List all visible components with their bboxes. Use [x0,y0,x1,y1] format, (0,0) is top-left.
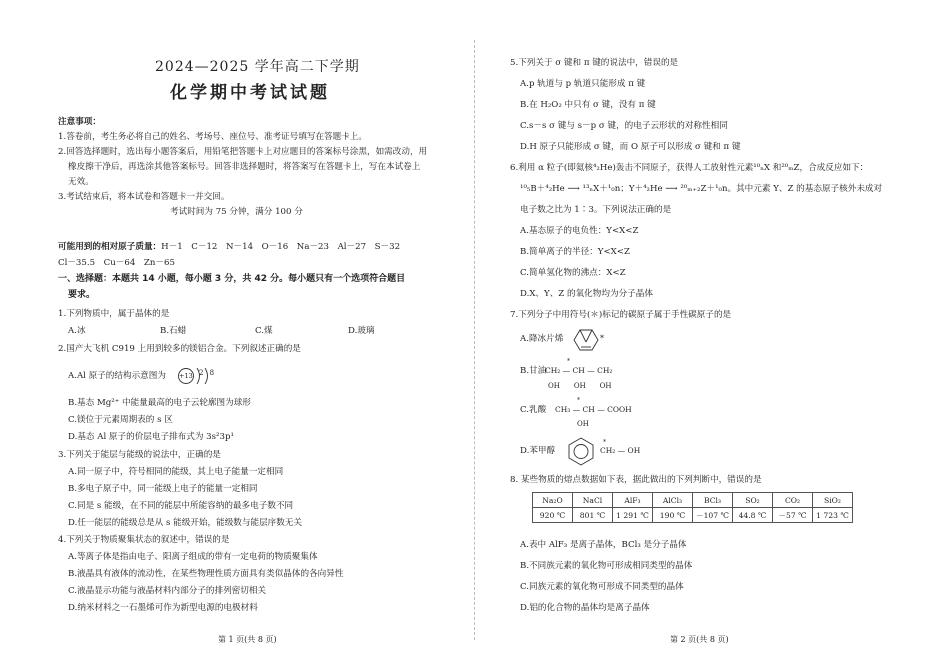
melting-point-table [532,492,853,523]
table-header-cell: NaCl [573,493,613,508]
table-header-cell: AlCl₃ [653,493,693,508]
q7-stem: 7.下列分子中用符号(＊)标记的碳原子属于手性碳原子的是 [510,310,732,320]
table-header-cell: AlF₃ [613,493,653,508]
q8-option-c: C.同族元素的氧化物可形成不同类型的晶体 [520,582,684,592]
q6-option-b: B.简单离子的半径：Y<X<Z [520,247,630,257]
lactic-acid-oh: OH [577,420,589,428]
q7-option-a: A.降冰片烯 [520,334,564,344]
q7-a-star: * [600,334,604,343]
q1-option-a: A.冰 [68,326,86,336]
q6-line-2: ¹⁰₅B＋⁴₂He ⟶ ¹³ₙX＋¹₀n；Y＋⁴₂He ⟶ ²⁰ₘ₊₂Z＋¹₀n。其中元素 Y、Z 的基态原子核外未成对 [520,184,883,194]
q6-option-a: A.基态原子的电负性：Y<X<Z [520,226,639,236]
q7-c-star: * [577,397,580,404]
lactic-acid-formula: CH₃ — CH — COOH [555,405,632,414]
q3-option-b: B.多电子原子中，同一能级上电子的能量一定相同 [68,484,258,494]
atomic-masses-1: H－1 C－12 N－14 O－16 Na－23 Al－27 S－32 [161,242,401,252]
q1-stem: 1.下列物质中，属于晶体的是 [58,309,170,319]
table-cell: 1 291 ℃ [613,508,653,523]
table-cell: 801 ℃ [573,508,613,523]
q1-option-b: B.石蜡 [160,326,187,336]
page-1-footer: 第 1 页(共 8 页) [218,635,277,644]
q2-option-c: C.镁位于元素周期表的 s 区 [68,415,173,425]
atomic-heading: 可能用到的相对原子质量： [58,242,162,252]
atomic-masses-line-1 [58,242,400,253]
q3-option-d: D.任一能层的能级总是从 s 能级开始，能级数与能层序数无关 [68,518,303,528]
glycerol-formula: CH₂ — CH — CH₂ [545,366,613,375]
q5-option-d: D.H 原子只能形成 σ 键，而 O 原子可以形成 σ 键和 π 键 [520,142,741,152]
table-header-cell: Na₂O [533,493,573,508]
table-cell: 190 ℃ [653,508,693,523]
notice-heading: 注意事项： [58,117,101,127]
table-cell: 920 ℃ [533,508,573,523]
exam-title: 化学期中考试试题 [170,83,330,103]
q7-b-star: * [567,358,570,365]
q8-option-a: A.表中 AlF₃ 是离子晶体，BCl₃ 是分子晶体 [520,540,687,550]
notice-line-3: 橡皮擦干净后，再选涂其他答案标号。回答非选择题时，将答案写在答题卡上，写在本试卷上 [68,162,421,172]
q8-option-d: D.铝的化合物的晶体均是离子晶体 [520,603,650,613]
notice-line-4: 无效。 [68,177,94,187]
exam-page-2 [475,0,950,672]
section-heading-1: 一、选择题：本题共 14 小题，每小题 3 分，共 42 分。每小题只有一个选项符合题目 [58,274,406,284]
table-cell: 44.8 ℃ [733,508,773,523]
q3-stem: 3.下列关于能层与能级的说法中，正确的是 [58,450,221,460]
q6-option-c: C.简单氢化物的沸点：X<Z [520,268,626,278]
q6-line-3: 电子数之比为 1∶3。下列说法正确的是 [520,205,672,215]
q1-option-d: D.玻璃 [348,326,375,336]
q2-option-b: B.基态 Mg²⁺ 中能量最高的电子云轮廓图为球形 [68,398,251,408]
q3-option-a: A.同一原子中，符号相同的能级，其上电子能量一定相同 [68,467,284,477]
q7-option-b: B.甘油 [520,366,547,376]
page-2-footer: 第 2 页(共 8 页) [670,635,729,644]
table-cell: －107 ℃ [693,508,733,523]
benzyl-alcohol-formula: CH₂ — OH [600,446,641,455]
notice-line-1: 1.答卷前，考生务必将自己的姓名、考场号、座位号、准考证号填写在答题卡上。 [58,132,367,142]
notice-line-2: 2.回答选择题时，选出每小题答案后，用铅笔把答题卡上对应题目的答案标号涂黑，如需改动，用 [58,147,428,157]
al-shell-electrons: 2 8 [199,369,217,377]
q4-stem: 4.下列关于物质聚集状态的叙述中，错误的是 [58,535,230,545]
q7-option-d: D.苯甲醇 [520,446,556,456]
table-cell: 1 723 ℃ [813,508,853,523]
table-header-cell: CO₂ [773,493,813,508]
glycerol-oh-groups: OH OH OH [548,382,612,390]
q8-option-b: B.不同族元素的氧化物可形成相同类型的晶体 [520,561,693,571]
benzene-ring [565,436,597,466]
q3-option-c: C.同是 s 能级，在不同的能层中所能容纳的最多电子数不同 [68,501,294,511]
q8-stem: 8. 某些物质的熔点数据如下表，据此做出的下列判断中，错误的是 [510,475,762,485]
q2-stem: 2.国产大飞机 C919 上用到较多的镁铝合金。下列叙述正确的是 [58,344,301,354]
q7-d-star: * [603,439,606,446]
q7-option-c: C.乳酸 [520,405,547,415]
q4-option-d: D.纳米材料之一石墨烯可作为新型电源的电极材料 [68,603,258,613]
atomic-masses-2: Cl－35.5 Cu－64 Zn－65 [58,258,175,268]
q4-option-b: B.液晶具有液体的流动性，在某些物理性质方面具有类似晶体的各向异性 [68,569,344,579]
table-cell: －57 ℃ [773,508,813,523]
al-nucleus-label: +13 [179,372,193,380]
q4-option-a: A.等离子体是指由电子、阳离子组成的带有一定电荷的物质聚集体 [68,552,318,562]
q2-option-d: D.基态 Al 原子的价层电子排布式为 3s²3p¹ [68,432,234,442]
q2-option-a: A.Al 原子的结构示意图为 [68,371,166,381]
section-heading-2: 要求。 [68,290,96,300]
al-atom-diagram [177,364,217,388]
table-header-cell: SO₂ [733,493,773,508]
table-header-row [533,493,853,508]
table-header-cell: BCl₃ [693,493,733,508]
q4-option-c: C.液晶显示功能与液晶材料内部分子的排列密切相关 [68,586,267,596]
q1-option-c: C.煤 [255,326,273,336]
exam-time-line: 考试时间为 75 分钟，满分 100 分 [170,207,303,217]
q6-option-d: D.X、Y、Z 的氧化物均为分子晶体 [520,289,653,299]
table-row [533,508,853,523]
q5-stem: 5.下列关于 σ 键和 π 键的说法中，错误的是 [510,58,679,68]
year-line: 2024—2025 学年高二下学期 [155,59,360,75]
q6-line-1: 6.利用 α 粒子(即氦核⁴₂He)轰击不同原子，获得人工放射性元素¹⁰ₙX 和²⁰ₘZ，合成反应如下： [510,163,869,173]
q5-option-c: C.s－s σ 键与 s－p σ 键，的电子云形状的对称性相同 [520,121,728,131]
q5-option-a: A.p 轨道与 p 轨道只能形成 π 键 [520,79,646,89]
notice-line-5: 3.考试结束后，将本试卷和答题卡一并交回。 [58,192,230,202]
table-header-cell: SiO₂ [813,493,853,508]
q5-option-b: B.在 H₂O₂ 中只有 σ 键，没有 π 键 [520,100,656,110]
